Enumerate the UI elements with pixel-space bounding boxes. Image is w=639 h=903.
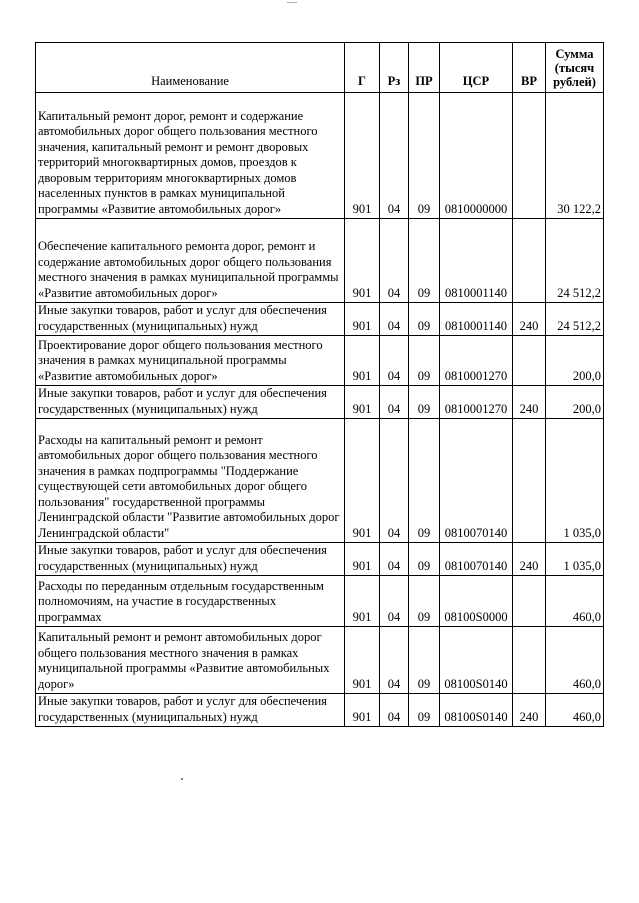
row-name-cell: Иные закупки товаров, работ и услуг для обеспечения государственных (муниципальных) нужд (36, 386, 345, 419)
row-rz-cell: 04 (380, 694, 409, 727)
row-rz-cell: 04 (380, 627, 409, 694)
header-vr: ВР (513, 43, 546, 93)
row-csr-cell: 0810070140 (440, 419, 513, 543)
row-vr-cell (513, 419, 546, 543)
table-row (36, 303, 604, 336)
row-sum-cell: 24 512,2 (546, 219, 604, 303)
row-rz-cell: 04 (380, 576, 409, 627)
row-name-cell: Иные закупки товаров, работ и услуг для обеспечения государственных (муниципальных) нужд (36, 303, 345, 336)
table-row (36, 386, 604, 419)
row-rz-cell: 04 (380, 219, 409, 303)
page-top-mark: — (287, 0, 297, 8)
row-vr-cell: 240 (513, 386, 546, 419)
row-name-cell: Обеспечение капитального ремонта дорог, ремонт и содержание автомобильных дорог общего пользования местного значения в рамках муниципальной программы «Развитие автомобильных дорог» (36, 219, 345, 303)
row-pr-cell: 09 (409, 419, 440, 543)
table-row (36, 543, 604, 576)
row-g-cell: 901 (345, 336, 380, 386)
row-csr-cell: 08100S0000 (440, 576, 513, 627)
stray-dot (181, 778, 183, 780)
row-sum-cell: 460,0 (546, 576, 604, 627)
row-csr-cell: 0810001140 (440, 303, 513, 336)
row-g-cell: 901 (345, 694, 380, 727)
row-g-cell: 901 (345, 419, 380, 543)
row-g-cell: 901 (345, 303, 380, 336)
row-pr-cell: 09 (409, 219, 440, 303)
row-rz-cell: 04 (380, 419, 409, 543)
row-sum-cell: 30 122,2 (546, 93, 604, 219)
row-csr-cell: 08100S0140 (440, 694, 513, 727)
row-sum-cell: 460,0 (546, 627, 604, 694)
row-vr-cell: 240 (513, 303, 546, 336)
row-sum-cell: 1 035,0 (546, 543, 604, 576)
row-g-cell: 901 (345, 543, 380, 576)
row-csr-cell: 0810000000 (440, 93, 513, 219)
row-g-cell: 901 (345, 93, 380, 219)
table-row (36, 419, 604, 543)
header-name: Наименование (36, 43, 345, 93)
row-rz-cell: 04 (380, 386, 409, 419)
header-csr: ЦСР (440, 43, 513, 93)
table-row (36, 627, 604, 694)
row-vr-cell (513, 336, 546, 386)
row-g-cell: 901 (345, 219, 380, 303)
row-name-cell: Иные закупки товаров, работ и услуг для обеспечения государственных (муниципальных) нужд (36, 694, 345, 727)
row-g-cell: 901 (345, 386, 380, 419)
row-name-cell: Расходы на капитальный ремонт и ремонт автомобильных дорог общего пользования местного значения в рамках подпрограммы "Поддержание существующей сети автомобильных дорог общего пользования" государственной программы Ленинградской области "Развитие автомобильных дорог Ленинградской области" (36, 419, 345, 543)
row-sum-cell: 24 512,2 (546, 303, 604, 336)
row-pr-cell: 09 (409, 386, 440, 419)
row-csr-cell: 0810001140 (440, 219, 513, 303)
row-name-cell: Капитальный ремонт и ремонт автомобильных дорог общего пользования местного значения в рамках муниципальной программы «Развитие автомобильных дорог» (36, 627, 345, 694)
row-pr-cell: 09 (409, 336, 440, 386)
row-pr-cell: 09 (409, 303, 440, 336)
row-pr-cell: 09 (409, 576, 440, 627)
table-row (36, 336, 604, 386)
row-pr-cell: 09 (409, 694, 440, 727)
row-sum-cell: 1 035,0 (546, 419, 604, 543)
header-rz: Рз (380, 43, 409, 93)
row-vr-cell (513, 576, 546, 627)
header-row (36, 43, 604, 93)
row-csr-cell: 0810001270 (440, 386, 513, 419)
header-sum: Сумма (тысяч рублей) (546, 43, 604, 93)
row-pr-cell: 09 (409, 93, 440, 219)
budget-table (35, 42, 604, 727)
row-g-cell: 901 (345, 627, 380, 694)
table-row (36, 93, 604, 219)
row-name-cell: Капитальный ремонт дорог, ремонт и содержание автомобильных дорог общего пользования местного значения, капитальный ремонт и ремонт дворовых территорий многоквартирных домов, проездов к дворовым территориям многоквартирных домов населенных пунктов в рамках муниципальной программы «Развитие автомобильных дорог» (36, 93, 345, 219)
row-name-cell: Расходы по переданным отдельным государственным полномочиям, на участие в государственных программах (36, 576, 345, 627)
row-vr-cell: 240 (513, 543, 546, 576)
table-row (36, 219, 604, 303)
row-vr-cell (513, 219, 546, 303)
row-rz-cell: 04 (380, 303, 409, 336)
row-rz-cell: 04 (380, 336, 409, 386)
table-row (36, 576, 604, 627)
row-sum-cell: 200,0 (546, 336, 604, 386)
row-sum-cell: 460,0 (546, 694, 604, 727)
row-csr-cell: 0810070140 (440, 543, 513, 576)
row-vr-cell (513, 627, 546, 694)
row-csr-cell: 08100S0140 (440, 627, 513, 694)
row-vr-cell: 240 (513, 694, 546, 727)
row-name-cell: Иные закупки товаров, работ и услуг для обеспечения государственных (муниципальных) нужд (36, 543, 345, 576)
row-csr-cell: 0810001270 (440, 336, 513, 386)
table-row (36, 694, 604, 727)
row-name-cell: Проектирование дорог общего пользования местного значения в рамках муниципальной программы «Развитие автомобильных дорог» (36, 336, 345, 386)
row-sum-cell: 200,0 (546, 386, 604, 419)
row-pr-cell: 09 (409, 627, 440, 694)
header-g: Г (345, 43, 380, 93)
row-rz-cell: 04 (380, 93, 409, 219)
row-pr-cell: 09 (409, 543, 440, 576)
row-g-cell: 901 (345, 576, 380, 627)
row-rz-cell: 04 (380, 543, 409, 576)
row-vr-cell (513, 93, 546, 219)
header-pr: ПР (409, 43, 440, 93)
